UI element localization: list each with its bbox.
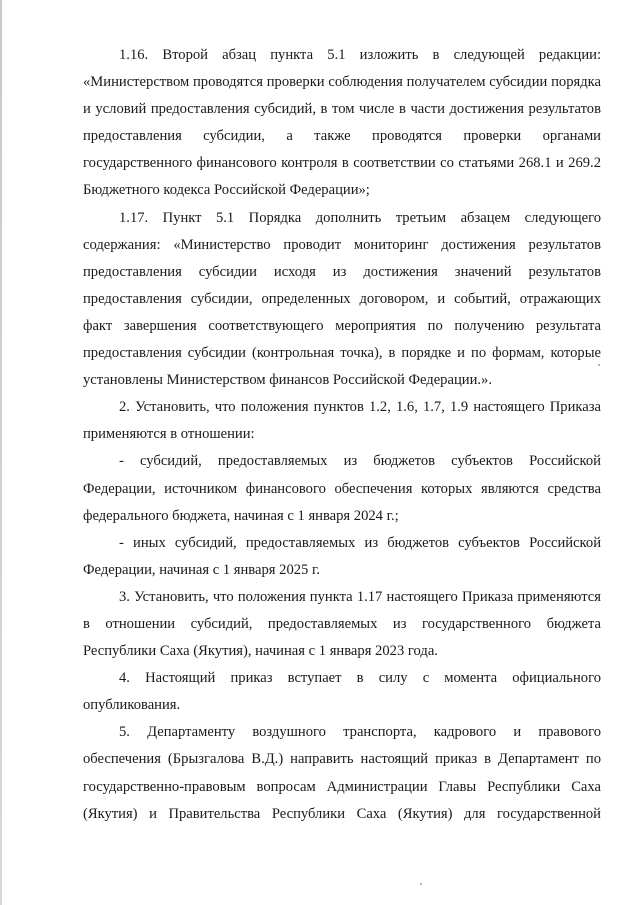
scan-speck <box>598 364 600 366</box>
paragraph-2: 2. Установить, что положения пунктов 1.2, 1.6, 1.7, 1.9 настоящего Приказа применяются в отношении: <box>83 399 601 443</box>
paragraph-5: 5. Департаменту воздушного транспорта, кадрового и правового обеспечения (Брызгалова В.Д.) направить настоящий приказ в Департамент по государственно-правовым вопросам Администрации Главы Республики Саха (Якутия) и Правительства Республики Саха (Якутия) для государственной <box>83 724 601 822</box>
document-body <box>83 42 601 828</box>
paragraph-1-17: 1.17. Пункт 5.1 Порядка дополнить третьим абзацем следующего содержания: «Министерство проводит мониторинг достижения результатов предоставления субсидии исходя из достижения значений результатов предоставления субсидии, определенных договором, и событий, отражающих факт завершения соответствующего мероприятия по получению результата предоставления субсидии (контрольная точка), в порядке и по формам, которые установлены Министерством финансов Российской Федерации.». <box>83 209 601 389</box>
paragraph-1-16: 1.16. Второй абзац пункта 5.1 изложить в следующей редакции: «Министерством проводятся проверки соблюдения получателем субсидии порядка и условий предоставления субсидий, в том числе в части достижения результатов предоставления субсидии, а также проводятся проверки органами государственного финансового контроля в соответствии со статьями 268.1 и 269.2 Бюджетного кодекса Российской Федерации»; <box>83 47 601 199</box>
paragraph-2-item-1: - субсидий, предоставляемых из бюджетов субъектов Российской Федерации, источником финансового обеспечения которых являются средства федерального бюджета, начиная с 1 января 2024 г.; <box>83 453 601 524</box>
scan-speck <box>420 883 422 885</box>
paragraph-2-item-2: - иных субсидий, предоставляемых из бюджетов субъектов Российской Федерации, начиная с 1 января 2025 г. <box>83 534 601 578</box>
paragraph-4: 4. Настоящий приказ вступает в силу с момента официального опубликования. <box>83 670 601 714</box>
paragraph-3: 3. Установить, что положения пункта 1.17 настоящего Приказа применяются в отношении субсидий, предоставляемых из государственного бюджета Республики Саха (Якутия), начиная с 1 января 2023 года. <box>83 588 601 660</box>
scan-edge <box>0 0 2 905</box>
